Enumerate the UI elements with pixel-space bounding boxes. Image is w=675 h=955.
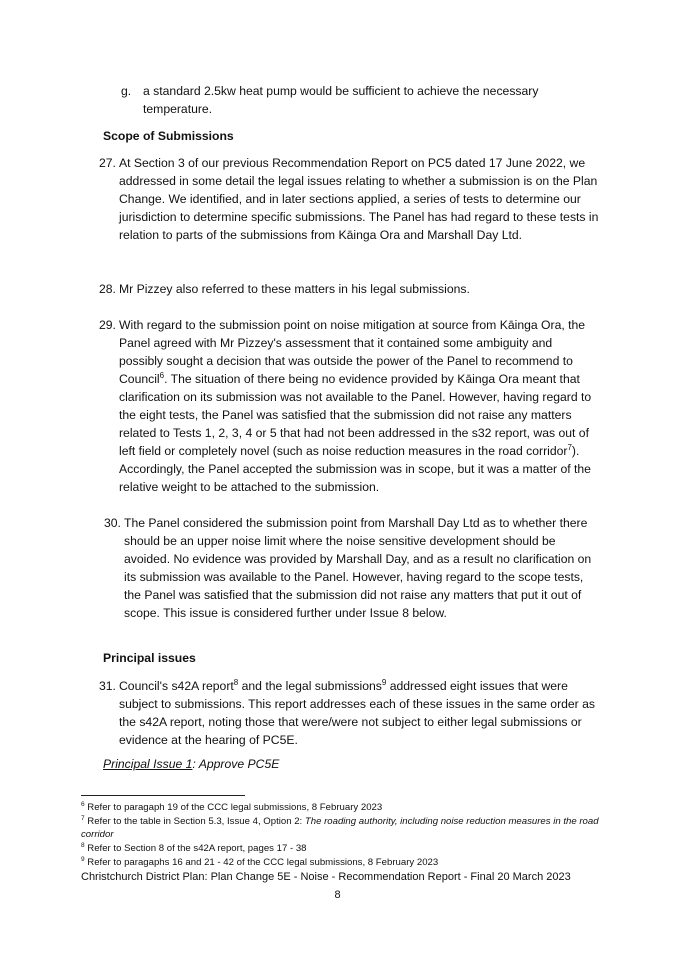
footnote-text: Refer to paragaphs 16 and 21 - 42 of the CCC legal submissions, 8 February 2023 (84, 857, 439, 868)
paragraph-number: 30. (104, 516, 121, 530)
list-item-g (121, 82, 591, 118)
subheading-principal-issue-1 (103, 755, 279, 773)
paragraph-text: At Section 3 of our previous Recommendation Report on PC5 dated 17 June 2022, we addressed in some detail the legal issues relating to whether a submission is on the Plan Change. We identified, and in later sections applied, a series of tests to determine our jurisdiction to determine specific submissions. The Panel has had regard to these tests in relation to parts of the submissions from Kāinga Ora and Marshall Day Ltd. (119, 156, 599, 242)
paragraph-text: Mr Pizzey also referred to these matters in his legal submissions. (119, 282, 470, 296)
footnote-marker: 6 (81, 800, 85, 808)
footnote-6 (81, 801, 611, 814)
section-heading-principal-issues: Principal issues (103, 651, 196, 665)
footnote-italic-text: The roading authority, including noise reduction measures in the road corridor (81, 816, 599, 840)
footnote-text: Refer to Section 8 of the s42A report, pages 17 - 38 (84, 843, 307, 854)
text-run: With regard to the submission point on noise mitigation at source from Kāinga Ora, the Panel agreed with Mr Pizzey's assessment that it contained some ambiguity and possibly sought a decision that was outside the power of the Panel to recommend to Council (119, 318, 586, 386)
list-item-text: a standard 2.5kw heat pump would be sufficient to achieve the necessary temperature. (143, 84, 539, 116)
footnote-ref: 9 (381, 677, 387, 687)
paragraph-number: 27. (99, 156, 116, 170)
footnote-text: Refer to paragaph 19 of the CCC legal submissions, 8 February 2023 (84, 802, 383, 813)
issue-label: Principal Issue 1 (103, 757, 193, 771)
footnote-8 (81, 842, 611, 855)
paragraph-29 (99, 316, 599, 496)
issue-title: : Approve PC5E (192, 757, 280, 771)
footnote-9 (81, 856, 611, 869)
paragraph-28 (99, 280, 599, 298)
footnote-separator (81, 795, 245, 796)
footnote-marker: 9 (81, 855, 85, 863)
footnote-marker: 8 (81, 841, 85, 849)
footnote-marker: 7 (81, 814, 85, 822)
footnote-text: Refer to the table in Section 5.3, Issue 4, Option 2: (84, 816, 305, 827)
footnote-7 (81, 815, 611, 841)
text-run: Council's s42A report (119, 679, 234, 693)
paragraph-30 (104, 514, 599, 622)
text-run: ). Accordingly, the Panel accepted the submission was in scope, but it was a matter of the relative weight to be attached to the submission. (119, 444, 591, 494)
page-footer: Christchurch District Plan: Plan Change 5E - Noise - Recommendation Report - Final 20 March 2023 (81, 871, 571, 883)
section-heading-scope: Scope of Submissions (103, 129, 234, 143)
paragraph-number: 29. (99, 318, 116, 332)
footnote-ref: 8 (233, 677, 239, 687)
paragraph-number: 31. (99, 679, 116, 693)
paragraph-text (119, 677, 599, 749)
text-run: . The situation of there being no evidence provided by Kāinga Ora meant that clarification on its submission was not available to the Panel. However, having regard to the eight tests, the Panel was satisfied that the submission did not raise any matters related to Tests 1, 2, 3, 4 or 5 that had not been addressed in the s32 report, was out of left field or completely novel (such as noise reduction measures in the road corridor (119, 372, 592, 458)
text-run: addressed eight issues that were subject to submissions. This report addresses each of these issues in the same order as the s42A report, noting those that were/were not subject to either legal submissions or evidence at the hearing of PC5E. (119, 679, 596, 747)
paragraph-number: 28. (99, 282, 116, 296)
paragraph-text: The Panel considered the submission point from Marshall Day Ltd as to whether there should be an upper noise limit where the noise sensitive development should be avoided. No evidence was provided by Marshall Day, and as a result no clarification on its submission was available to the Panel. However, having regard to the scope tests, the Panel was satisfied that the submission did not raise any matters that put it out of scope. This issue is considered further under Issue 8 below. (124, 516, 592, 620)
page-number: 8 (334, 889, 341, 901)
footnote-ref: 6 (159, 370, 165, 380)
paragraph-31 (99, 677, 599, 749)
list-marker: g. (121, 84, 132, 98)
paragraph-text (119, 316, 599, 496)
paragraph-27 (99, 154, 599, 244)
footnote-ref: 7 (567, 442, 572, 452)
text-run: and the legal submissions (238, 679, 382, 693)
